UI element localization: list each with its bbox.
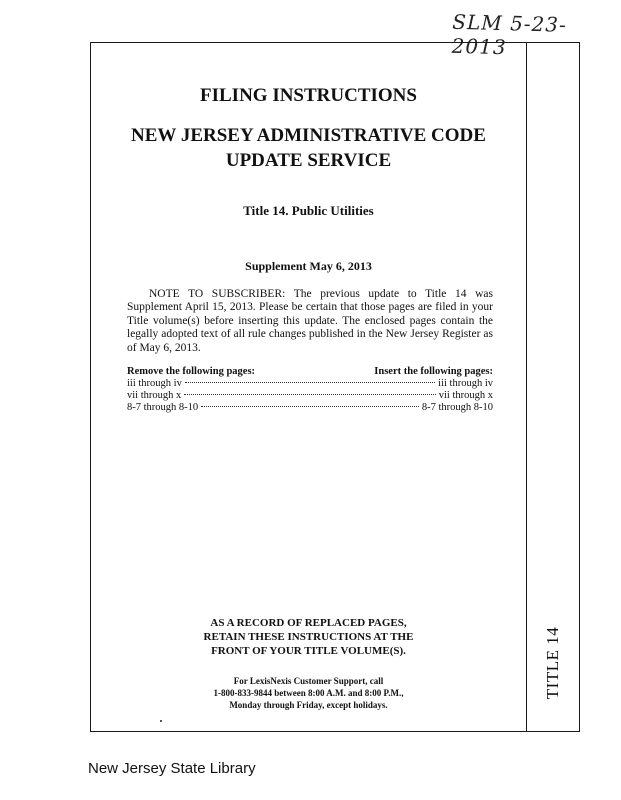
remove-header: Remove the following pages: <box>127 366 256 377</box>
title-subject: Title 14. Public Utilities <box>243 203 374 218</box>
page-replacement-header <box>127 365 493 378</box>
heading-line-2: UPDATE SERVICE <box>225 150 392 171</box>
support-line: Monday through Friday, except holidays. <box>229 700 388 710</box>
insert-pages: 8-7 through 8-10 <box>421 402 493 413</box>
insert-pages: iii through iv <box>438 378 493 389</box>
record-line: RETAIN THESE INSTRUCTIONS AT THE <box>203 631 414 643</box>
insert-pages: vii through x <box>438 390 493 401</box>
document-title: FILING INSTRUCTIONS <box>200 85 417 106</box>
dot-leader <box>185 382 435 383</box>
page-replacement-table <box>127 365 493 414</box>
record-line: FRONT OF YOUR TITLE VOLUME(S). <box>211 645 406 657</box>
handwritten-note: SLM 5-23-2013 <box>451 9 568 60</box>
remove-pages: 8-7 through 8-10 <box>127 402 199 413</box>
page-row <box>127 402 493 414</box>
record-line: AS A RECORD OF REPLACED PAGES, <box>210 617 407 629</box>
library-footer: New Jersey State Library <box>88 760 256 777</box>
remove-pages: vii through x <box>127 390 182 401</box>
document-heading <box>121 123 496 173</box>
support-line: For LexisNexis Customer Support, call <box>233 676 384 686</box>
support-line: 1-800-833-9844 between 8:00 A.M. and 8:00 P.M., <box>213 688 404 698</box>
scan-mark <box>160 720 162 722</box>
document-frame <box>90 42 580 732</box>
page-row <box>127 390 493 402</box>
spine-divider <box>526 43 527 731</box>
dot-leader <box>184 394 436 395</box>
customer-support-notice <box>121 675 496 711</box>
insert-header: Insert the following pages: <box>374 366 493 377</box>
page-row <box>127 378 493 390</box>
spine-label-text: TITLE 14 <box>543 626 563 700</box>
remove-pages: iii through iv <box>127 378 182 389</box>
spine-label <box>531 603 575 723</box>
record-notice <box>121 616 496 658</box>
subscriber-note: NOTE TO SUBSCRIBER: The previous update to Title 14 was Supplement April 15, 2013. Please be certain that those pages are filed in your Title volume(s) before inserting this update. The enclosed pages contain the legally adopted text of all rule changes published in the New Jersey Register as of May 6, 2013. <box>127 288 493 354</box>
heading-line-1: NEW JERSEY ADMINISTRATIVE CODE <box>131 125 486 146</box>
dot-leader <box>201 406 419 407</box>
supplement-date: Supplement May 6, 2013 <box>245 259 372 273</box>
